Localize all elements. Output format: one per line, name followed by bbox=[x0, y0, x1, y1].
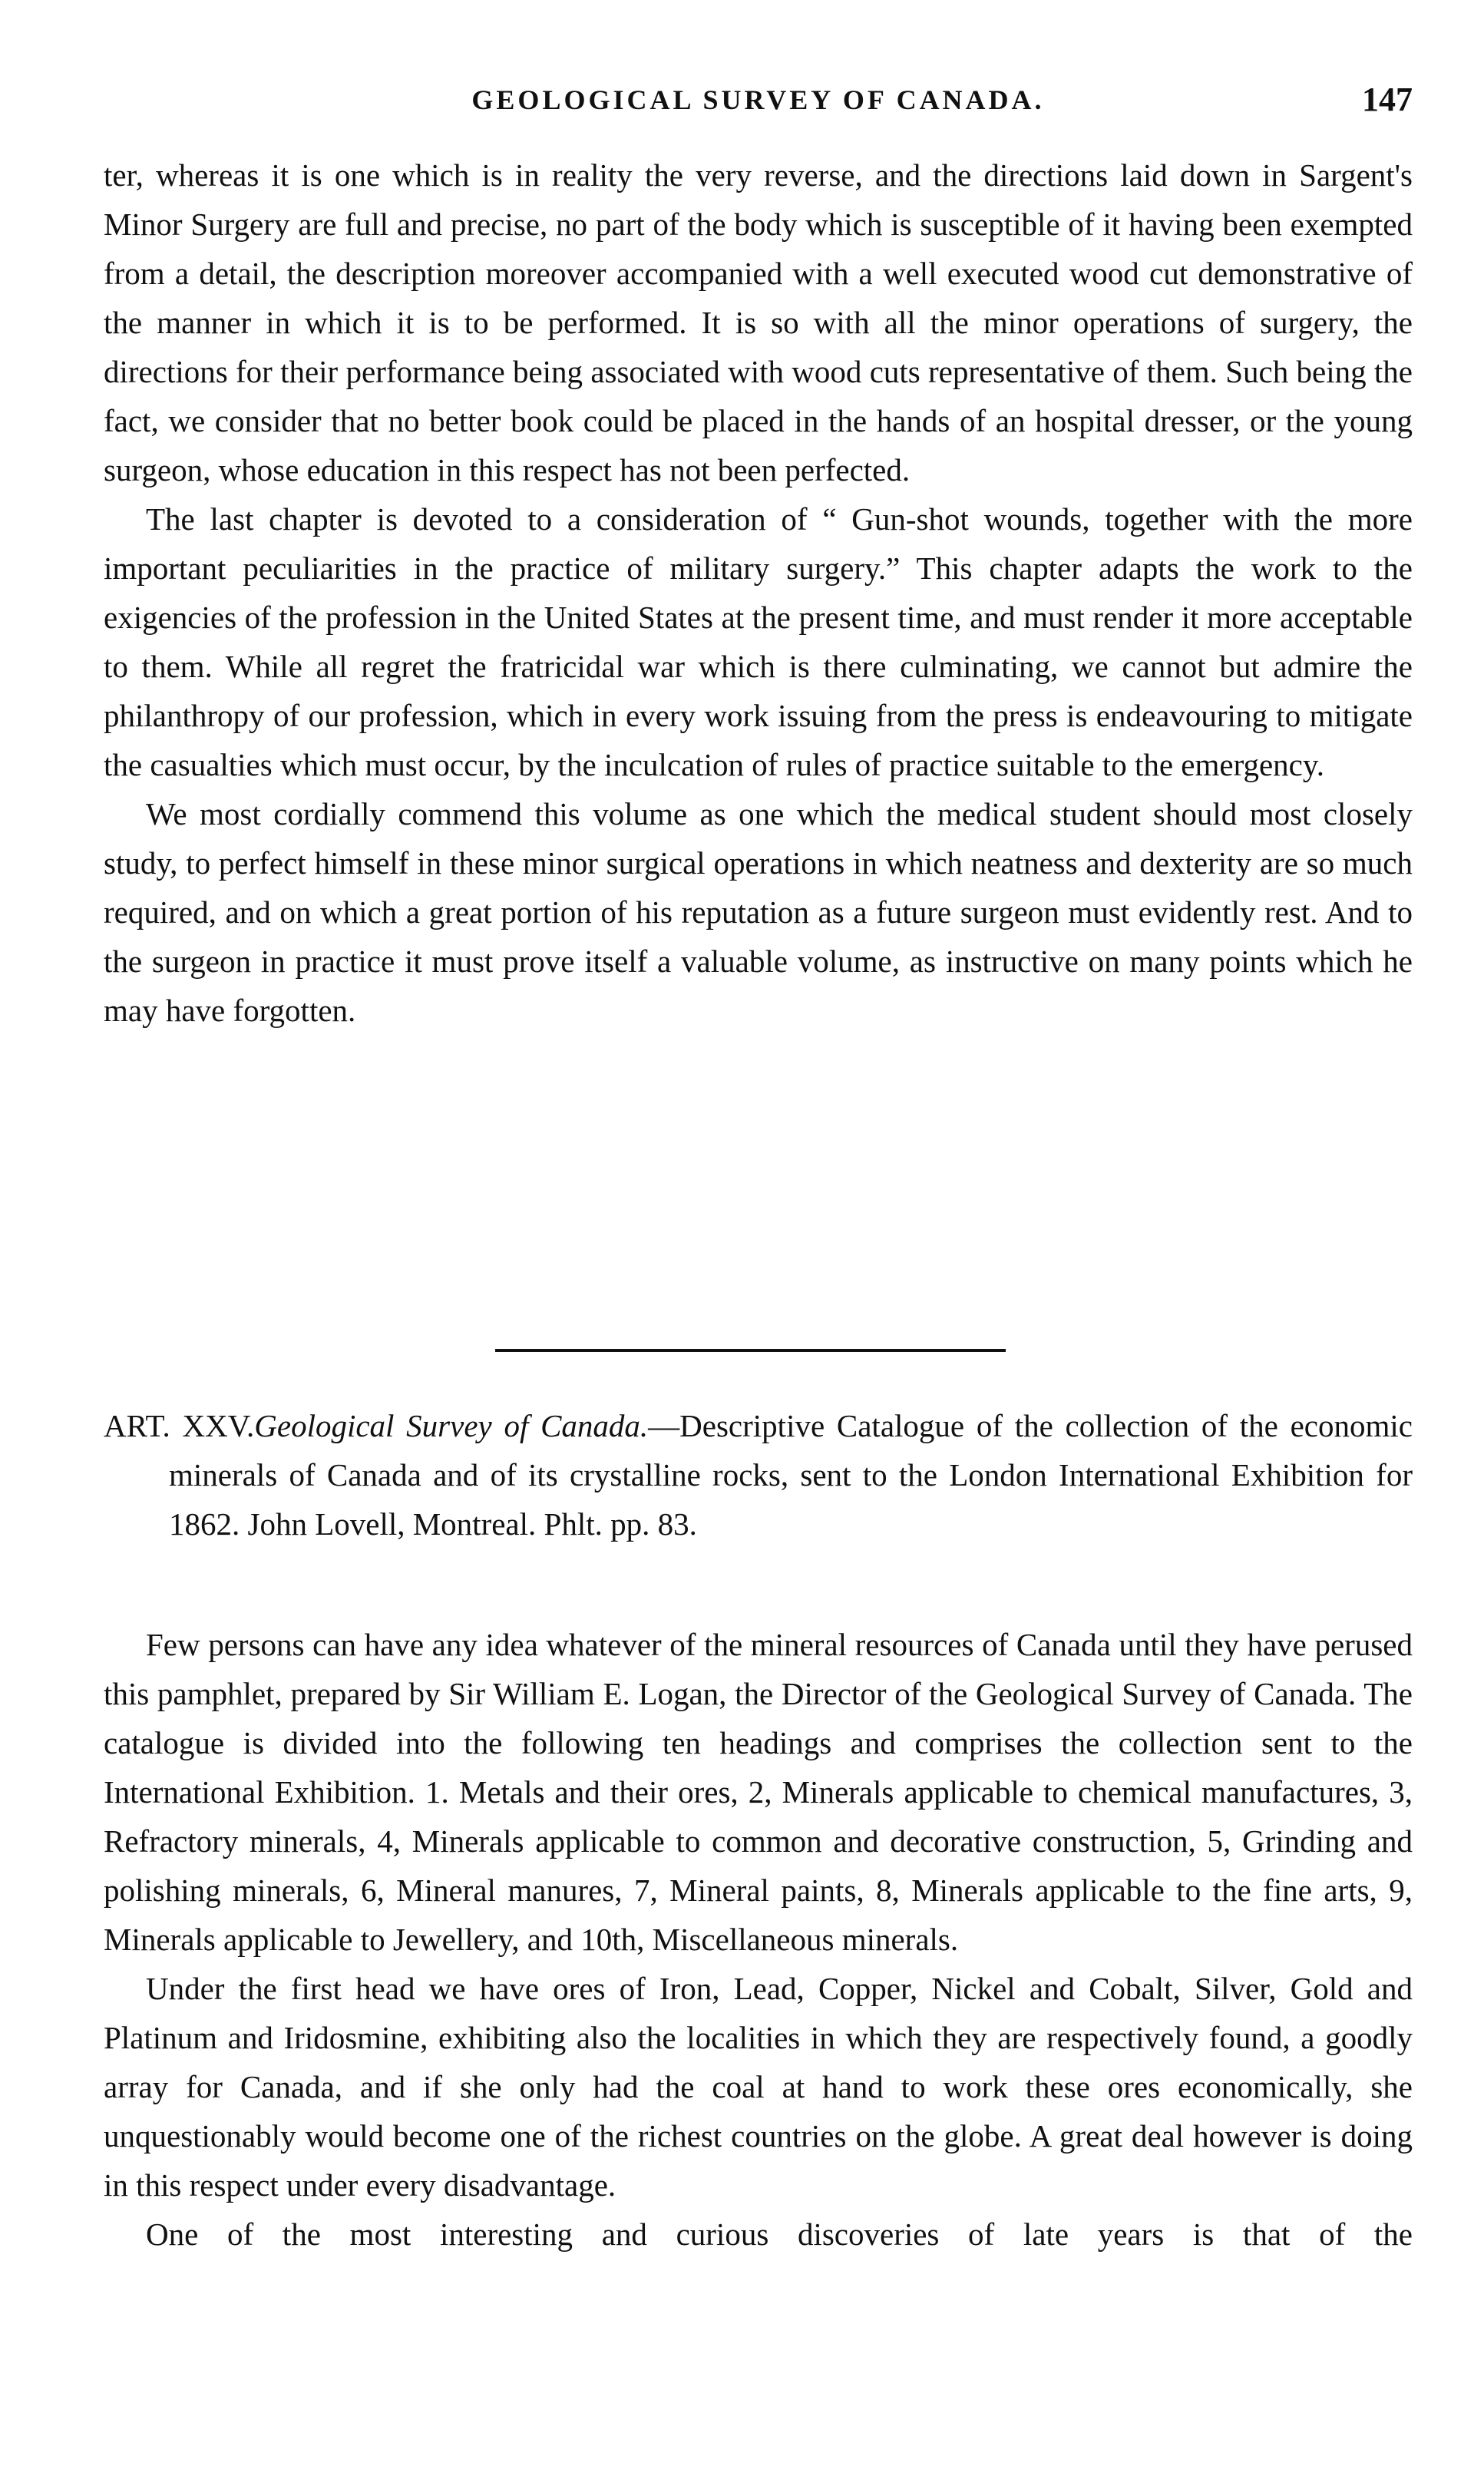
article-citation bbox=[104, 1401, 1413, 1549]
paragraph: The last chapter is devoted to a consideration of “ Gun-shot wounds, together with the more important peculiarities in the practice of military surgery.” This chapter adapts the work to the exigencies of the profession in the United States at the present time, and must render it more acceptable to them. While all regret the fratricidal war which is there culminating, we cannot but admire the philanthropy of our profession, which in every work issuing from the press is endeavouring to mitigate the casualties which must occur, by the inculcation of rules of practice suitable to the emergency. bbox=[104, 501, 1413, 782]
running-head bbox=[104, 77, 1413, 123]
paragraph: ter, whereas it is one which is in reality the very reverse, and the directions laid down in Sargent's Minor Surgery are full and precise, no part of the body which is susceptible of it having been exempted from a detail, the description moreover accompanied with a well executed wood cut demonstrative of the manner in which it is to be performed. It is so with all the minor operations of surgery, the directions for their performance being associated with wood cuts representative of them. Such being the fact, we consider that no better book could be placed in the hands of an hospital dresser, or the young surgeon, whose education in this respect has not been perfected. bbox=[104, 157, 1413, 488]
paragraph: Few persons can have any idea whatever of the mineral resources of Canada until they have perused this pamphlet, prepared by Sir William E. Logan, the Director of the Geological Survey of Canada. The catalogue is divided into the following ten headings and comprises the collection sent to the International Exhibition. 1. Metals and their ores, 2, Minerals applicable to chemical manufactures, 3, Refractory minerals, 4, Minerals applicable to common and decorative construction, 5, Grinding and polishing minerals, 6, Mineral manures, 7, Mineral paints, 8, Minerals applicable to the fine arts, 9, Minerals applicable to Jewellery, and 10th, Miscellaneous minerals. bbox=[104, 1627, 1413, 1957]
article-body bbox=[104, 1620, 1413, 2259]
article-number: ART. XXV. bbox=[104, 1408, 255, 1443]
section-divider bbox=[495, 1349, 1006, 1352]
article-bibliographic-details: —Descriptive Catalogue of the collection of the economic minerals of Canada and of its crystalline rocks, sent to the London International Exhibition for 1862. John Lovell, Montreal. Phlt. pp. 83. bbox=[169, 1408, 1413, 1542]
page-number: 147 bbox=[1362, 81, 1413, 118]
paragraph: Under the first head we have ores of Iron, Lead, Copper, Nickel and Cobalt, Silver, Gold and Platinum and Iridosmine, exhibiting also the localities in which they are respectively found, a goodly array for Canada, and if she only had the coal at hand to work these ores economically, she unquestionably would become one of the richest countries on the globe. A great deal however is doing in this respect under every disadvantage. bbox=[104, 1971, 1413, 2203]
previous-review bbox=[104, 150, 1413, 1035]
running-title: GEOLOGICAL SURVEY OF CANADA. bbox=[471, 84, 1045, 115]
article-title: Geological Survey of Canada. bbox=[254, 1408, 649, 1443]
paragraph: One of the most interesting and curious discoveries of late years is that of the bbox=[146, 2216, 1413, 2252]
paragraph: We most cordially commend this volume as one which the medical student should most closely study, to perfect himself in these minor surgical operations in which neatness and dexterity are so much required, and on which a great portion of his reputation as a future surgeon must evidently rest. And to the surgeon in practice it must prove itself a valuable volume, as instructive on many points which he may have forgotten. bbox=[104, 796, 1413, 1028]
article-heading bbox=[104, 1401, 1413, 1549]
